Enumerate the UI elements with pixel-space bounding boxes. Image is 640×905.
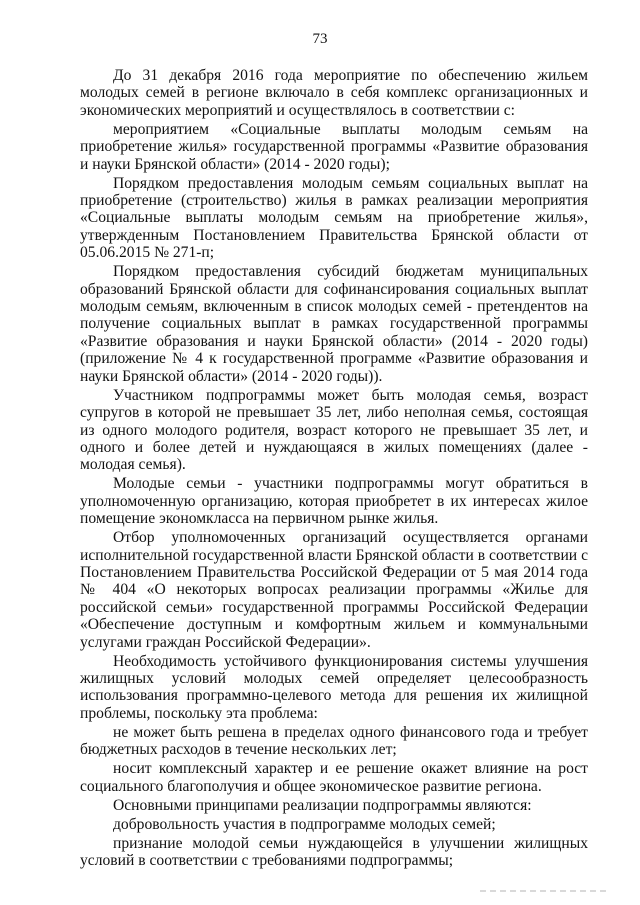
paragraph: Отбор уполномоченных организаций осуществляется органами исполнительной государственной власти Брянской области в соответствии с Постановлением Правительства Российской Федерации от 5 мая 2014 года № 404 «О некоторых вопросах реализации программы «Жилье для российской семьи» государственной программы Российской Федерации «Обеспечение доступным и комфортным жильем и коммунальными услугами граждан Российской Федерации».: [80, 529, 588, 651]
paragraph: Молодые семьи - участники подпрограммы могут обратиться в уполномоченную организацию, которая приобретет в их интересах жилое помещение экономкласса на первичном рынке жилья.: [80, 475, 588, 528]
page-number: 73: [312, 31, 328, 47]
paragraph: Необходимость устойчивого функционирования системы улучшения жилищных условий молодых семей определяет целесообразность использования программно-целевого метода для решения их жилищной проблемы, поскольку эта проблема:: [80, 652, 588, 722]
paragraph: носит комплексный характер и ее решение окажет влияние на рост социального благополучия и общее экономическое развитие региона.: [80, 760, 588, 795]
paragraph: мероприятием «Социальные выплаты молодым семьям на приобретение жилья» государственной программы «Развитие образования и науки Брянской области» (2014 - 2020 годы);: [80, 120, 588, 173]
scan-artifact: [480, 890, 610, 892]
paragraph: не может быть решена в пределах одного финансового года и требует бюджетных расходов в течение нескольких лет;: [80, 723, 588, 759]
paragraph: добровольность участия в подпрограмме молодых семей;: [113, 815, 496, 833]
paragraph: Основными принципами реализации подпрограммы являются:: [113, 796, 532, 814]
paragraph: признание молодой семьи нуждающейся в улучшении жилищных условий в соответствии с требованиями подпрограммы;: [80, 834, 588, 869]
paragraph: Порядком предоставления молодым семьям социальных выплат на приобретение (строительство) жилья в рамках реализации мероприятия «Социальные выплаты молодым семьям на приобретение жилья», утвержденным Постановлением Правительства Брянской области от 05.06.2015 № 271-п;: [80, 174, 588, 262]
paragraph: До 31 декабря 2016 года мероприятие по обеспечению жильем молодых семей в регионе включало в себя комплекс организационных и экономических мероприятий и осуществлялось в соответствии с:: [80, 67, 588, 119]
paragraph: Порядком предоставления субсидий бюджетам муниципальных образований Брянской области для софинансирования социальных выплат молодым семьям, включенным в список молодых семей - претендентов на получение социальных выплат в рамках государственной программы «Развитие образования и науки Брянской области» (2014 - 2020 годы) (приложение № 4 к государственной программе «Развитие образования и науки Брянской области» (2014 - 2020 годы)).: [80, 263, 588, 385]
document-body: [80, 67, 588, 871]
paragraph: Участником подпрограммы может быть молодая семья, возраст супругов в которой не превышает 35 лет, либо неполная семья, состоящая из одного молодого родителя, возраст которого не превышает 35 лет, и одного и более детей и нуждающаяся в жилых помещениях (далее - молодая семья).: [80, 386, 588, 474]
